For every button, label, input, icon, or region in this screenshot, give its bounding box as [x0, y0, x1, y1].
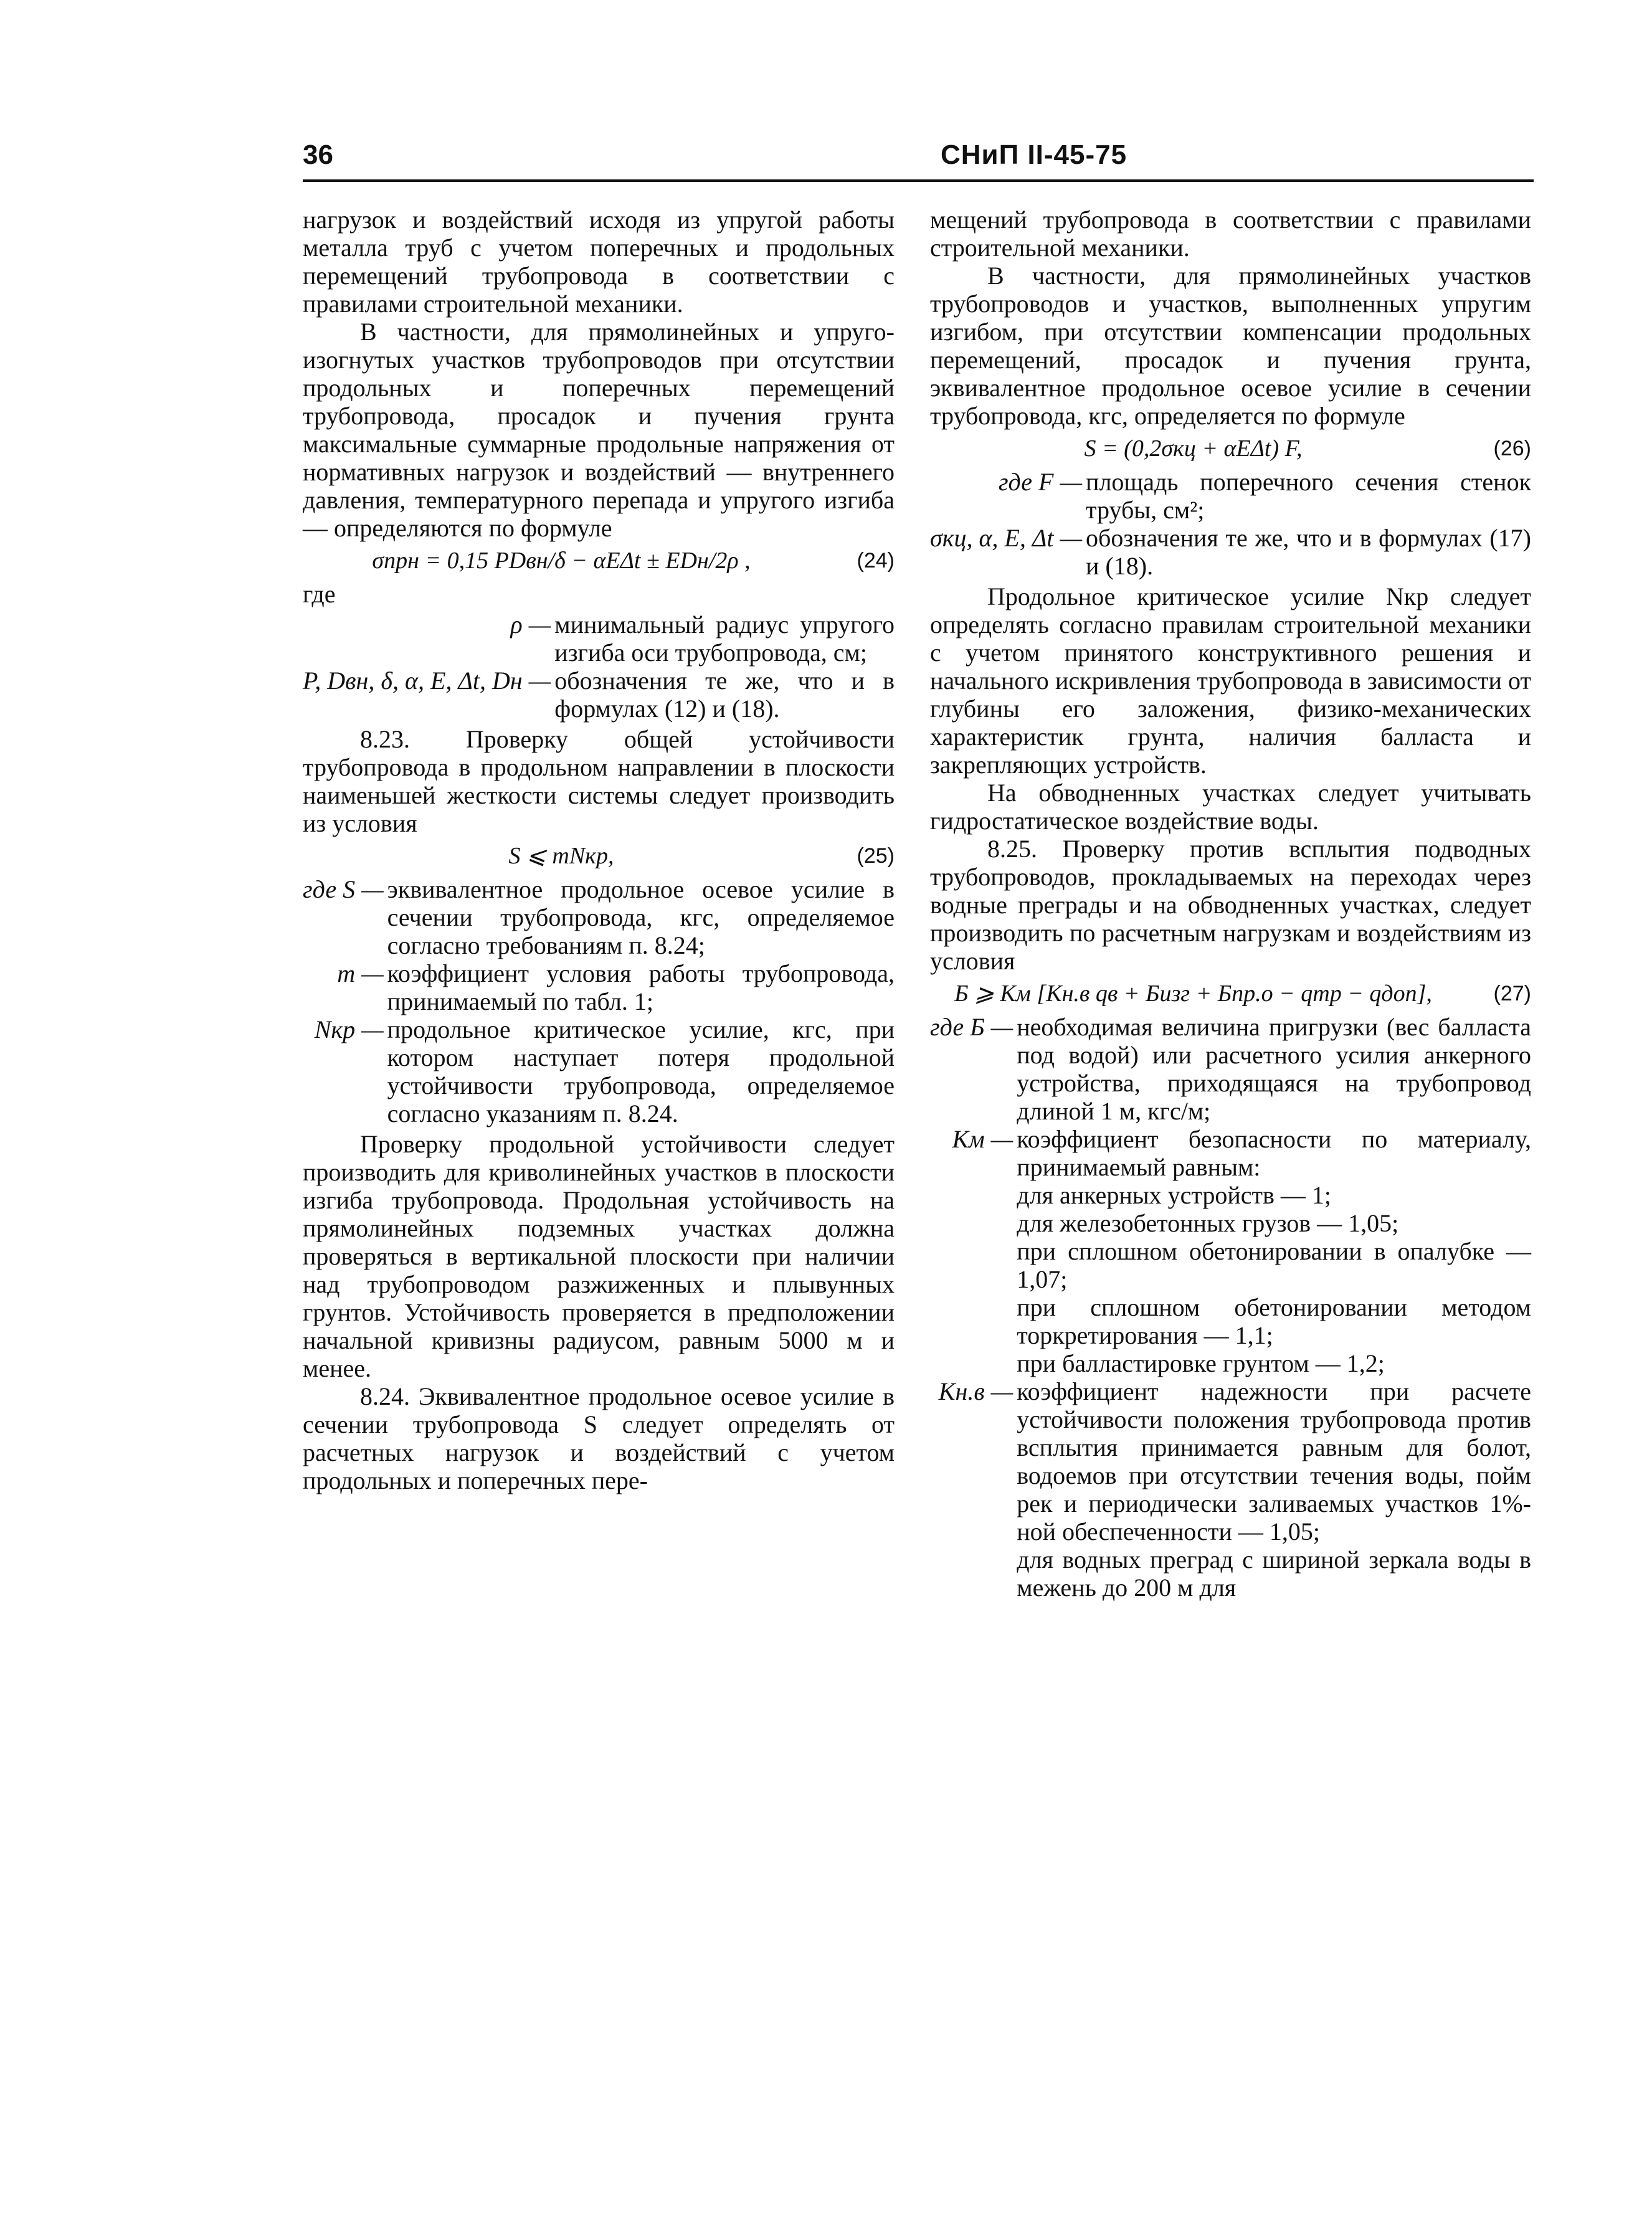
- paragraph: В частности, для прямолинейных и упруго-изогнутых участков трубопроводов при отсутствии продольных и поперечных перемещений трубопровода, просадок и пучения грунта максимальные суммарные продольные напряжения от нормативных нагрузок и воздействий — внутреннего давления, температурного перепада и упругого изгиба — определяются по формуле: [303, 318, 895, 542]
- definition-list: [303, 610, 895, 723]
- formula-expression: Б ⩾ Kм [Kн.в qв + Бизг + Бпр.о − qтр − qдоп],: [954, 981, 1432, 1007]
- doc-code: СНиП II-45-75: [941, 140, 1127, 170]
- paragraph: Проверку продольной устойчивости следует производить для криволинейных участков в плоскости изгиба трубопровода. Продольная устойчивость на прямолинейных подземных участках должна проверяться в вертикальной плоскости при наличии над трубопроводом разжиженных и плывунных грунтов. Устойчивость проверяется в предположении начальной кривизны радиусом, равным 5000 м и менее.: [303, 1130, 895, 1382]
- definition-list: [303, 875, 895, 1128]
- definition-symbol: Kн.в —: [938, 1377, 1014, 1405]
- definition-symbol: где S —: [303, 875, 384, 903]
- where-label: где: [303, 580, 336, 608]
- paragraph: 8.23. Проверку общей устойчивости трубопровода в продольном направлении в плоскости наименьшей жесткости системы следует производить из условия: [303, 725, 895, 837]
- definition-line: для водных преград с шириной зеркала воды в межень до 200 м для: [1017, 1546, 1531, 1602]
- paragraph: В частности, для прямолинейных участков трубопроводов и участков, выполненных упругим изгибом, при отсутствии компенсации продольных перемещений, просадок и пучения грунта, эквивалентное продольное осевое усилие в сечении трубопровода, кгс, определяется по формуле: [930, 262, 1531, 430]
- formula-expression: σпрн = 0,15 PDвн/δ − αEΔt ± EDн/2ρ ,: [372, 548, 751, 574]
- definition-line: коэффициент безопасности по материалу, принимаемый равным:: [1017, 1125, 1531, 1181]
- page-header: [303, 136, 1534, 182]
- formula-expression: S = (0,2σкц + αEΔt) F,: [1084, 435, 1303, 462]
- definition-text: минимальный радиус упругого изгиба оси трубопровода, см;: [554, 610, 895, 667]
- definition-line: при балластировке грунтом — 1,2;: [1017, 1349, 1385, 1377]
- paragraph: Продольное критическое усилие Nкр следует определять согласно правилам строительной механики с учетом принятого конструктивного решения и начального искривления трубопровода в зависимости от глубины его заложения, физико-механических характеристик грунта, наличия балласта и закрепляющих устройств.: [930, 582, 1531, 779]
- formula-number: (27): [1493, 982, 1531, 1005]
- definition-line: для железобетонных грузов — 1,05;: [1017, 1209, 1399, 1237]
- definition-list: [930, 1013, 1531, 1602]
- definition-text: коэффициент условия работы трубопровода, принимаемый по табл. 1;: [387, 959, 895, 1015]
- definition-text: [1017, 1125, 1531, 1377]
- definition-list: [930, 468, 1531, 580]
- definition-symbol: где Б —: [930, 1013, 1014, 1041]
- definition-symbol: σкц, α, E, Δt —: [930, 524, 1083, 552]
- paragraph: нагрузок и воздействий исходя из упругой работы металла труб с учетом поперечных и продольных перемещений трубопровода в соответствии с правилами строительной механики.: [303, 206, 895, 318]
- formula-expression: S ⩽ mNкр,: [508, 843, 614, 869]
- definition-line: коэффициент надежности при расчете устойчивости положения трубопровода против всплытия принимается равным для болот, водоемов при отсутствии течения воды, пойм рек и периодически заливаемых участков 1%-ной обеспеченности — 1,05;: [1017, 1377, 1531, 1546]
- paragraph: 8.25. Проверку против всплытия подводных трубопроводов, прокладываемых на переходах через водные преграды и на обводненных участках, следует производить по расчетным нагрузкам и воздействиям из условия: [930, 835, 1531, 975]
- formula-number: (24): [857, 549, 895, 572]
- right-column: [930, 206, 1531, 1604]
- formula-25: [303, 842, 895, 870]
- definition-text: [1017, 1377, 1531, 1602]
- definition-text: площадь поперечного сечения стенок трубы, см²;: [1086, 468, 1531, 524]
- definition-symbol: ρ —: [510, 610, 551, 639]
- definition-symbol: P, Dвн, δ, α, E, Δt, Dн —: [303, 667, 551, 695]
- formula-24: [303, 547, 895, 575]
- left-column: [303, 206, 895, 1494]
- definition-text: эквивалентное продольное осевое усилие в сечении трубопровода, кгс, определяемое согласно требованиям п. 8.24;: [387, 875, 895, 959]
- formula-27: [930, 980, 1531, 1008]
- definition-line: при сплошном обетонировании в опалубке — 1,07;: [1017, 1237, 1531, 1293]
- definition-symbol: Nкр —: [314, 1015, 384, 1043]
- definition-text: продольное критическое усилие, кгс, при котором наступает потеря продольной устойчивости трубопровода, определяемое согласно указаниям п. 8.24.: [387, 1015, 895, 1128]
- page-number: 36: [303, 140, 333, 170]
- definition-symbol: Kм —: [952, 1125, 1014, 1153]
- definition-symbol: m —: [337, 959, 384, 987]
- paragraph: На обводненных участках следует учитывать гидростатическое воздействие воды.: [930, 779, 1531, 835]
- definition-text: обозначения те же, что и в формулах (12) и (18).: [554, 667, 895, 723]
- formula-number: (26): [1493, 437, 1531, 460]
- definition-text: необходимая величина пригрузки (вес балласта под водой) или расчетного усилия анкерного устройства, приходящаяся на трубопровод длиной 1 м, кгс/м;: [1017, 1013, 1531, 1125]
- formula-number: (25): [857, 844, 895, 868]
- definition-text: обозначения те же, что и в формулах (17) и (18).: [1086, 524, 1531, 580]
- paragraph: мещений трубопровода в соответствии с правилами строительной механики.: [930, 206, 1531, 262]
- paragraph: 8.24. Эквивалентное продольное осевое усилие в сечении трубопровода S следует определять от расчетных нагрузок и воздействий с учетом продольных и поперечных пере-: [303, 1382, 895, 1494]
- definition-line: при сплошном обетонировании методом торкретирования — 1,1;: [1017, 1293, 1531, 1349]
- formula-26: [930, 435, 1531, 463]
- definition-line: для анкерных устройств — 1;: [1017, 1181, 1331, 1209]
- definition-symbol: где F —: [998, 468, 1083, 496]
